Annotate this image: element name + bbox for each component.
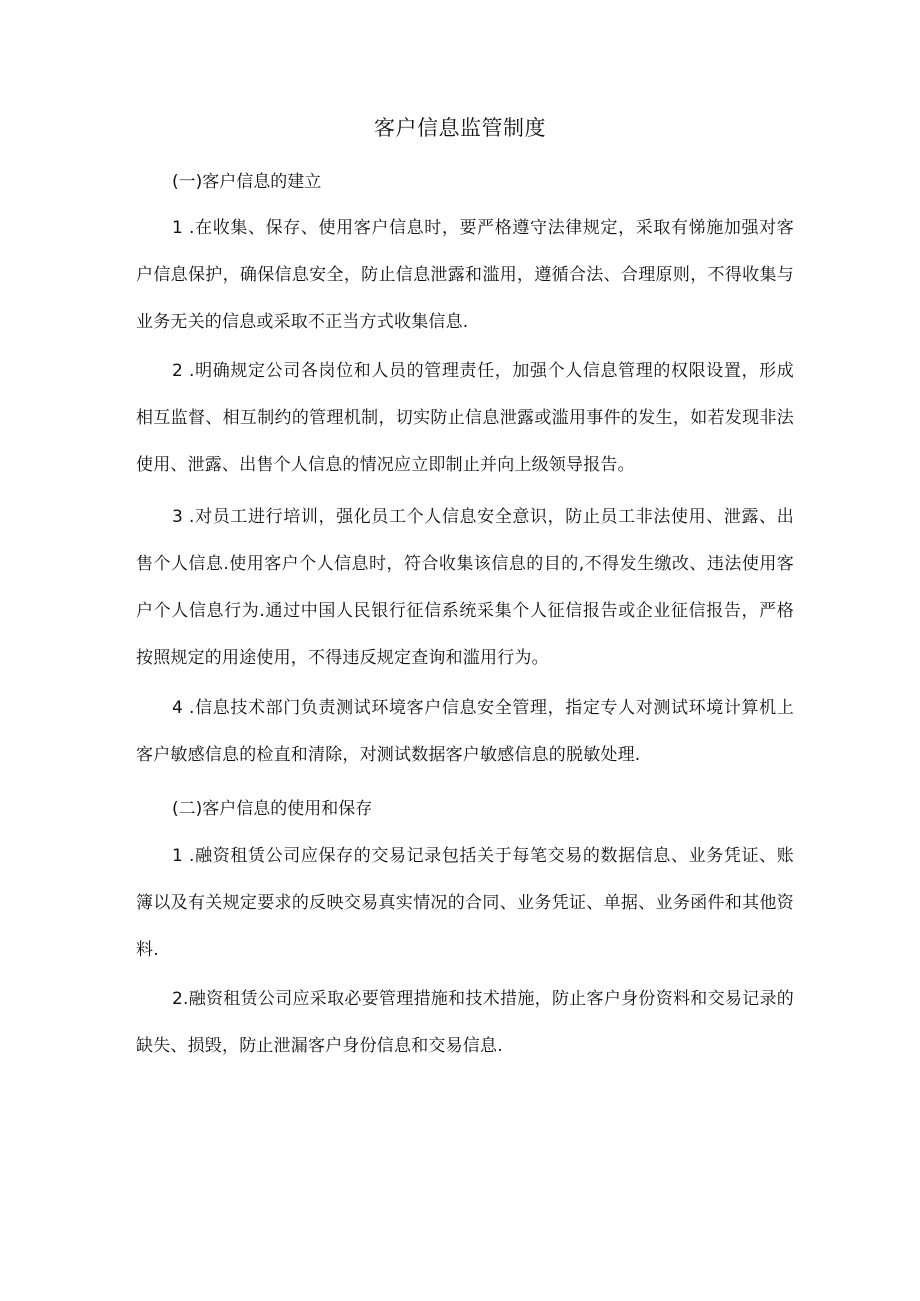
section1-item-2: 2 .明确规定公司各岗位和人员的管理责任，加强个人信息管理的权限设置，形成相互监督、相互制约的管理机制，切实防止信息泄露或滥用事件的发生，如若发现非法使用、泄露、出售个人信息的情况应立即制止并向上级领导报告。 [136,361,794,475]
section2-item-1: 1 .融资租赁公司应保存的交易记录包括关于每笔交易的数据信息、业务凭证、账簿以及有关规定要求的反映交易真实情况的合同、业务凭证、单据、业务函件和其他资料. [136,846,794,960]
section-heading-2: (二)客户信息的使用和保存 [172,799,373,819]
section1-item-3: 3 .对员工进行培训，强化员工个人信息安全意识，防止员工非法使用、泄露、出售个人信息.使用客户个人信息时，符合收集该信息的目的,不得发生缴改、违法使用客户个人信息行为.通过中国人民银行征信系统采集个人征信报告或企业征信报告，严格按照规定的用途使用，不得违反规定查询和滥用行为。 [136,507,794,668]
section1-item-4: 4 .信息技术部门负责测试环境客户信息安全管理，指定专人对测试环境计算机上客户敏感信息的检直和清除，对测试数据客户敏感信息的脱敏处理. [136,698,794,765]
section1-item-1: 1 .在收集、保存、使用客户信息时，要严格遵守法律规定，采取有悌施加强对客户信息保护，确保信息安全，防止信息泄露和滥用，遵循合法、合理原则，不得收集与业务无关的信息或采取不正当方式收集信息. [136,218,794,332]
section2-item-2: 2.融资租赁公司应采取必要管理措施和技术措施，防止客户身份资料和交易记录的缺失、损毁，防止泄漏客户身份信息和交易信息. [136,989,794,1056]
document-title: 客户信息监管制度 [374,116,546,140]
section-heading-1: (一)客户信息的建立 [172,172,322,192]
